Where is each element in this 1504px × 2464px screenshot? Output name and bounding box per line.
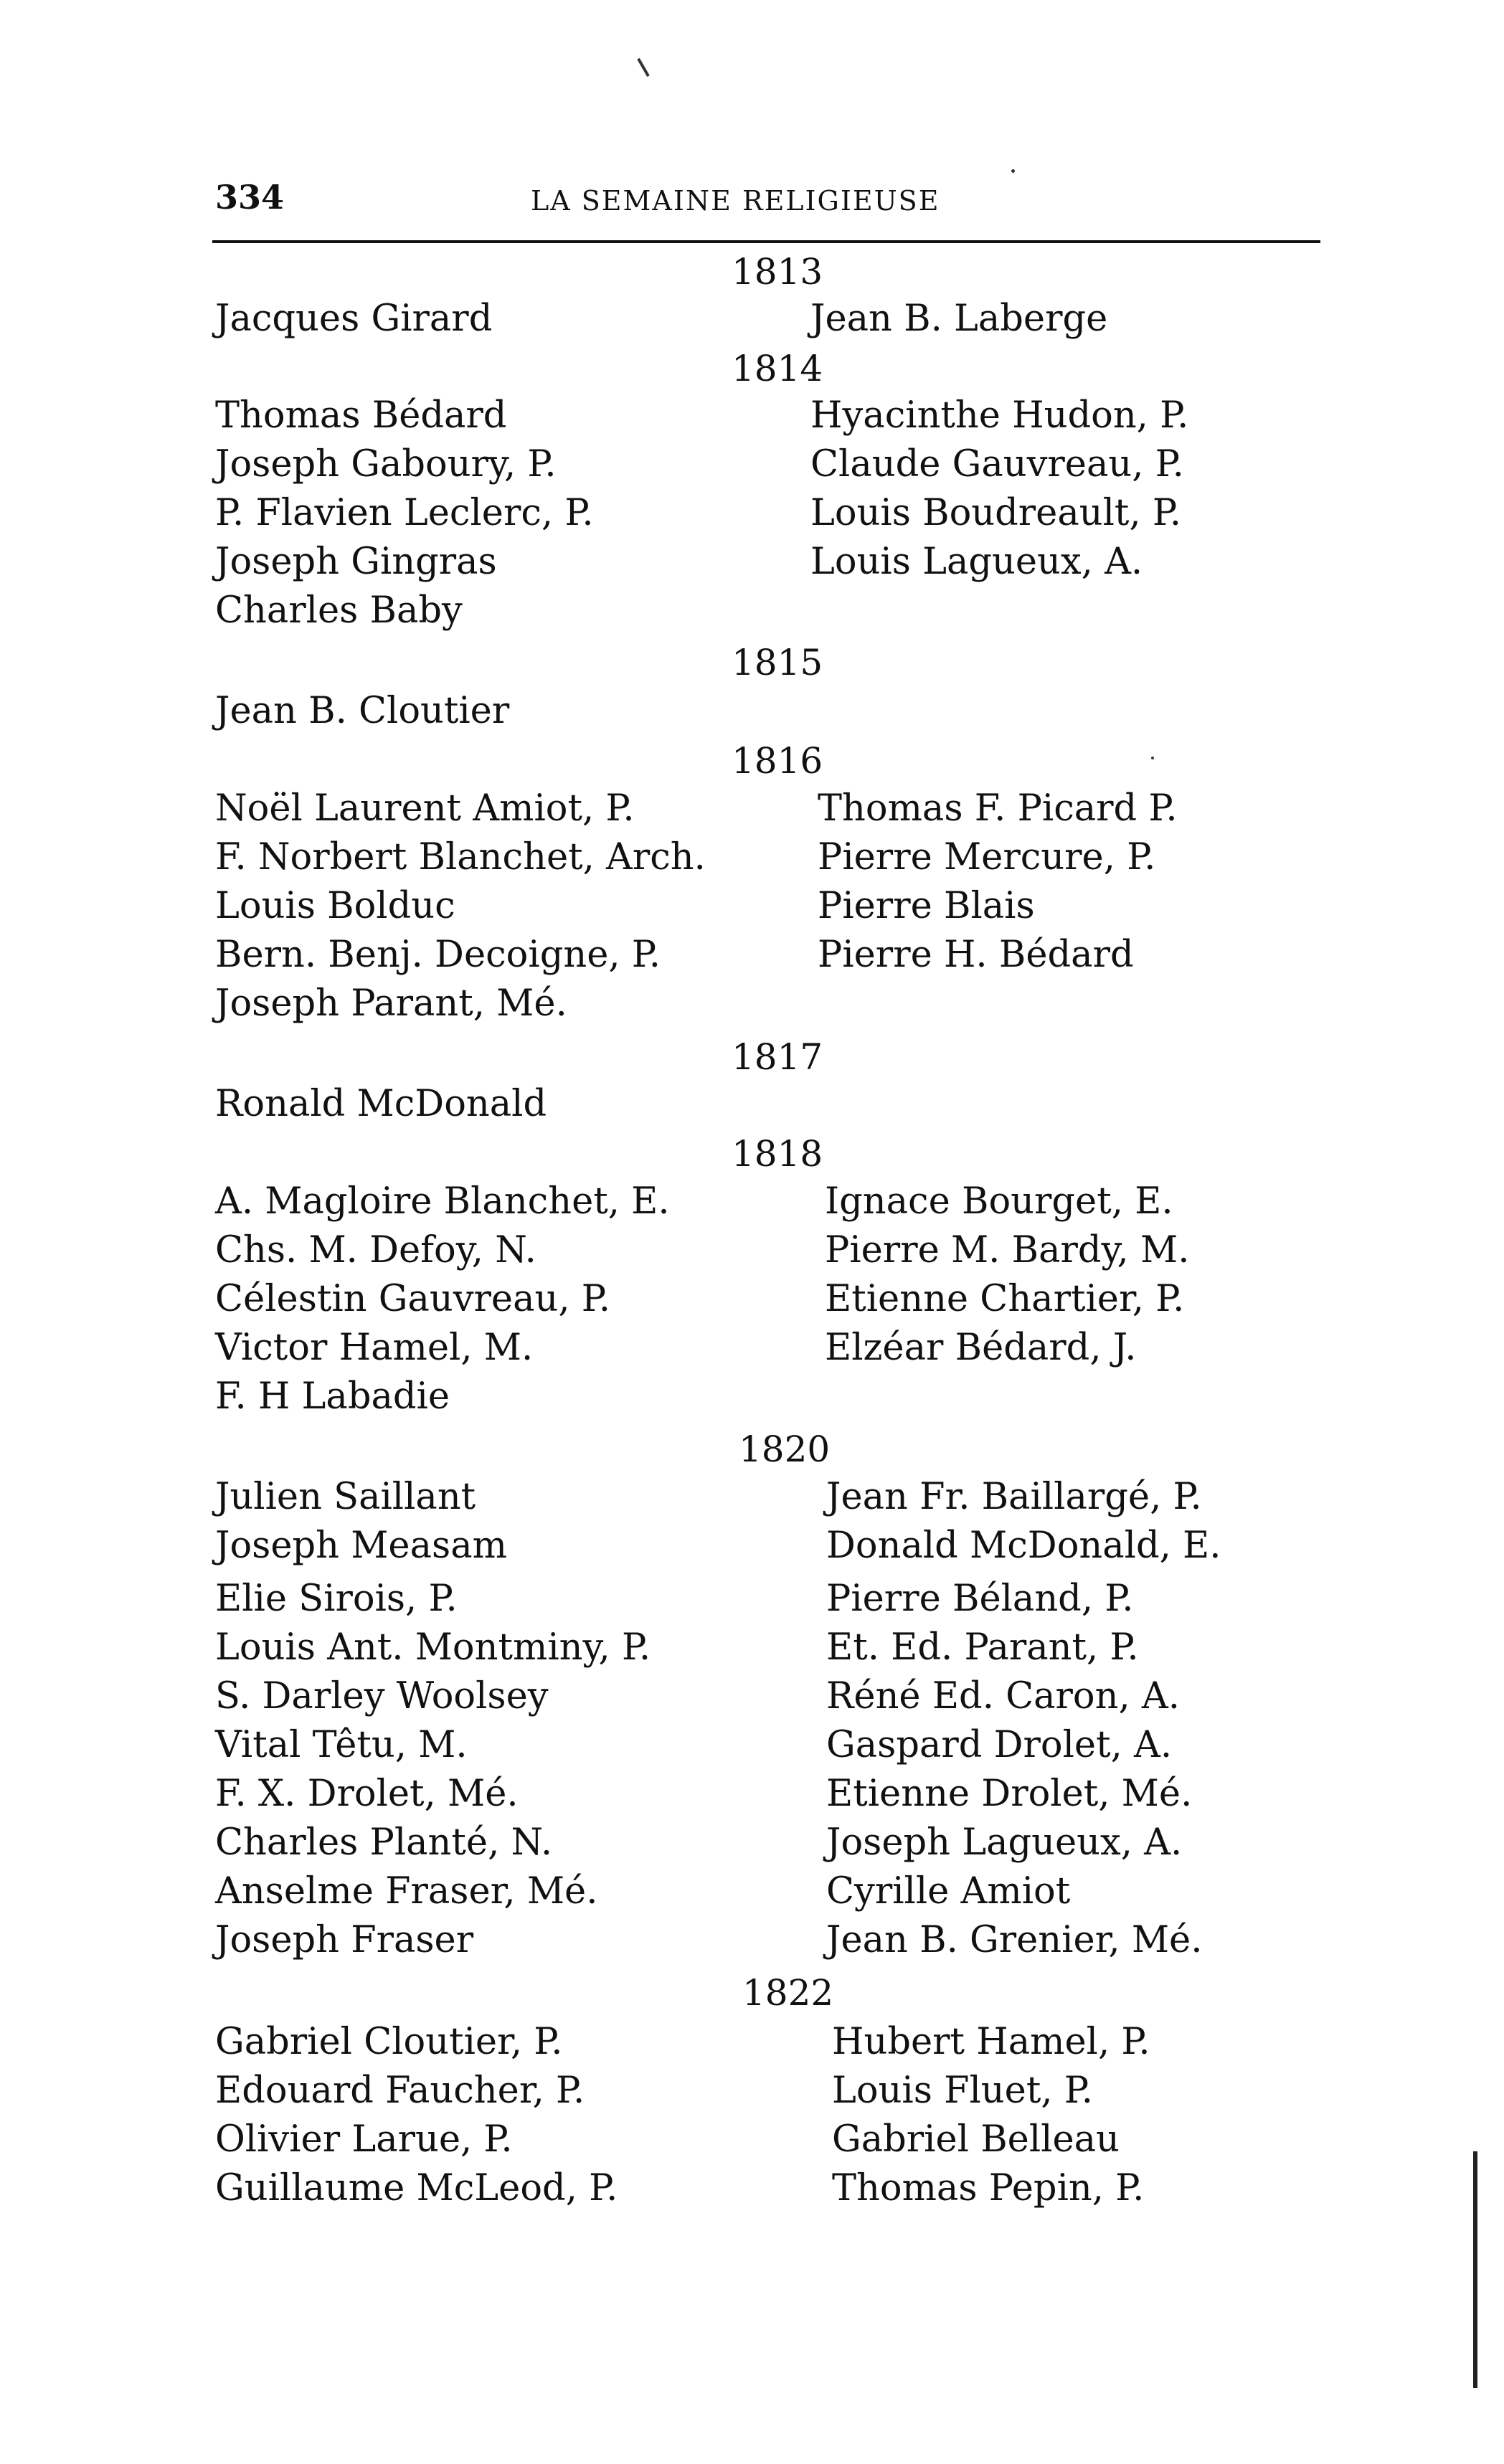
left-name: Charles Baby [215, 589, 463, 632]
page-edge-mark [1473, 2151, 1477, 2388]
left-name: Vital Têtu, M. [215, 1724, 468, 1766]
right-name: Louis Fluet, P. [832, 2070, 1093, 2112]
left-name: Joseph Parant, Mé. [215, 982, 567, 1025]
right-name: Hubert Hamel, P. [832, 2021, 1150, 2063]
year-1816: 1816 [732, 740, 823, 782]
left-name: Jacques Girard [215, 298, 493, 340]
running-title: LA SEMAINE RELIGIEUSE [531, 185, 940, 217]
left-name: Anselme Fraser, Mé. [215, 1870, 598, 1913]
right-name: Donald McDonald, E. [826, 1525, 1221, 1567]
right-name: Claude Gauvreau, P. [810, 443, 1184, 485]
page-header [215, 178, 1320, 235]
left-name: Charles Planté, N. [215, 1821, 553, 1864]
right-name: Jean Fr. Baillargé, P. [826, 1476, 1202, 1518]
right-name: Et. Ed. Parant, P. [826, 1626, 1139, 1669]
left-name: Ronald McDonald [215, 1083, 547, 1125]
left-name: Joseph Gingras [215, 541, 497, 583]
left-name: Julien Saillant [215, 1476, 476, 1518]
right-name: Pierre Béland, P. [826, 1578, 1134, 1620]
left-name: F. Norbert Blanchet, Arch. [215, 836, 706, 878]
left-name: F. H Labadie [215, 1375, 450, 1418]
left-name: Edouard Faucher, P. [215, 2070, 585, 2112]
left-name: F. X. Drolet, Mé. [215, 1773, 519, 1815]
year-1817: 1817 [732, 1036, 823, 1078]
year-1814: 1814 [732, 348, 823, 389]
left-name: Olivier Larue, P. [215, 2118, 513, 2161]
left-name: Chs. M. Defoy, N. [215, 1229, 536, 1271]
left-name: Célestin Gauvreau, P. [215, 1278, 610, 1320]
right-name: Gabriel Belleau [832, 2118, 1120, 2161]
left-name: Elie Sirois, P. [215, 1578, 458, 1620]
right-name: Etienne Chartier, P. [825, 1278, 1185, 1320]
scan-speck [1011, 169, 1015, 173]
right-name: Pierre Blais [818, 885, 1035, 927]
right-name: Réné Ed. Caron, A. [826, 1675, 1180, 1717]
scan-speck [1151, 757, 1154, 759]
right-name: Elzéar Bédard, J. [825, 1327, 1137, 1369]
left-name: Gabriel Cloutier, P. [215, 2021, 563, 2063]
left-name: A. Magloire Blanchet, E. [215, 1180, 670, 1223]
right-name: Pierre Mercure, P. [818, 836, 1156, 878]
right-name: Pierre H. Bédard [818, 934, 1134, 976]
left-name: Joseph Fraser [215, 1919, 474, 1961]
right-name: Thomas F. Picard P. [818, 787, 1178, 830]
right-name: Pierre M. Bardy, M. [825, 1229, 1190, 1271]
page-number: 334 [215, 178, 285, 217]
right-name: Jean B. Laberge [810, 298, 1108, 340]
left-name: Joseph Measam [215, 1525, 507, 1567]
left-name: P. Flavien Leclerc, P. [215, 492, 594, 534]
left-name: Louis Ant. Montminy, P. [215, 1626, 651, 1669]
right-name: Ignace Bourget, E. [825, 1180, 1173, 1223]
left-name: Jean B. Cloutier [215, 690, 510, 732]
left-name: Noël Laurent Amiot, P. [215, 787, 635, 830]
left-name: S. Darley Woolsey [215, 1675, 549, 1717]
right-name: Louis Lagueux, A. [810, 541, 1143, 583]
right-name: Thomas Pepin, P. [832, 2167, 1145, 2209]
right-name: Jean B. Grenier, Mé. [826, 1919, 1203, 1961]
right-name: Louis Boudreault, P. [810, 492, 1182, 534]
left-name: Guillaume McLeod, P. [215, 2167, 618, 2209]
year-1813: 1813 [732, 251, 823, 293]
left-name: Thomas Bédard [215, 394, 507, 437]
left-name: Louis Bolduc [215, 885, 455, 927]
year-1818: 1818 [732, 1133, 823, 1175]
year-1822: 1822 [742, 1972, 834, 2014]
header-rule [212, 240, 1320, 243]
year-1820: 1820 [739, 1428, 831, 1470]
right-name: Gaspard Drolet, A. [826, 1724, 1173, 1766]
left-name: Bern. Benj. Decoigne, P. [215, 934, 661, 976]
left-name: Joseph Gaboury, P. [215, 443, 557, 485]
right-name: Etienne Drolet, Mé. [826, 1773, 1193, 1815]
left-name: Victor Hamel, M. [215, 1327, 534, 1369]
year-1815: 1815 [732, 642, 823, 683]
right-name: Cyrille Amiot [826, 1870, 1071, 1913]
scan-speck [637, 58, 649, 77]
right-name: Joseph Lagueux, A. [826, 1821, 1183, 1864]
right-name: Hyacinthe Hudon, P. [810, 394, 1189, 437]
